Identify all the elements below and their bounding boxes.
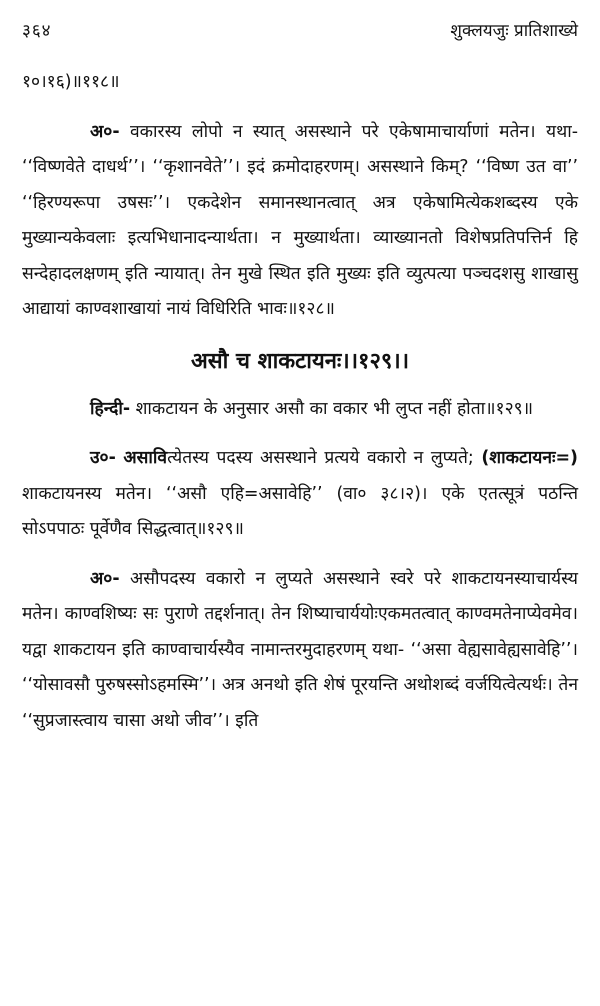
hindi-paragraph [22,392,578,428]
commentary-text-2: असौपदस्य वकारो न लुप्यते असस्थाने स्वरे परे शाकटायनस्याचार्यस्य मतेन। काण्वशिष्यः सः पुराणे तद्दर्शनात्। तेन शिष्याचार्ययोःएकमतत्वात् काण्वमतेनाप्येवमेव। यद्वा शाकटायन इति काण्वाचार्यस्यैव नामान्तरमुदाहरणम् यथा- ‘‘असा वेह्यसावेह्यसावेहि’’। ‘‘योसावसौ पुरुषस्सोऽहमस्मि’’। अत्र अनथो इति शेषं पूरयन्ति अथोशब्दं वर्जयित्वेत्यर्थः। तेन ‘‘सुप्रजास्त्वाय चासा अथो जीव’’। इति [22,568,578,731]
commentary-label-2: अ०- [90,568,120,589]
commentary-text: वकारस्य लोपो न स्यात् असस्थाने परे एकेषामाचार्याणां मतेन। यथा- ‘‘विष्णवेते दाधर्थ’’। ‘‘कृशानवेते’’। इदं क्रमोदाहरणम्। असस्थाने किम्? ‘‘विष्ण उत वा’’ ‘‘हिरण्यरूपा उषसः’’। एकदेशेन समानस्थानत्वात् अत्र एकेषामित्येकशब्दस्य एके मुख्यान्यकेवलाः इत्यभिधानादन्यार्थता। न मुख्यार्थता। व्याख्यानतो विशेषप्रतिपत्तिर्न हि सन्देहादलक्षणम् इति न्यायात्। तेन मुखे स्थित इति मुख्यः इति व्युत्पत्या पञ्चदशसु शाखासु आद्यायां काण्वशाखायां नायं विधिरिति भावः॥१२८॥ [22,121,578,319]
commentary-paragraph-1 [22,115,578,328]
commentary-paragraph-2 [22,562,578,740]
document-page [22,18,578,739]
running-title: शुक्लयजुः प्रातिशाख्ये [450,21,578,41]
hindi-text: शाकटायन के अनुसार असौ का वकार भी लुप्त नहीं होता॥१२९॥ [130,398,534,419]
uvata-term: असावि [123,448,168,468]
hindi-label: हिन्दी- [90,398,131,419]
uvata-text-a: त्येतस्य पदस्य असस्थाने प्रत्यये वकारो न लुप्यते; [167,448,482,468]
commentary-label: अ०- [90,121,120,142]
uvata-label: उ०- [90,448,116,468]
uvata-text-b: शाकटायनस्य मतेन। ‘‘असौ एहि=असावेहि’’ (वा० ३८।२)। एके एतत्सूत्रं पठन्ति सोऽपपाठः पूर्वेणैव सिद्धत्वात्॥१२९॥ [22,483,578,539]
page-header [22,18,578,41]
reference-line: १०।१६)॥११८॥ [22,72,120,92]
uvata-term-2: (शाकटायनः=) [481,448,579,468]
sutra-heading: असौ च शाकटायनः।।१२९।। [190,348,410,374]
uvata-paragraph [22,441,578,548]
page-number: ३६४ [22,21,52,41]
